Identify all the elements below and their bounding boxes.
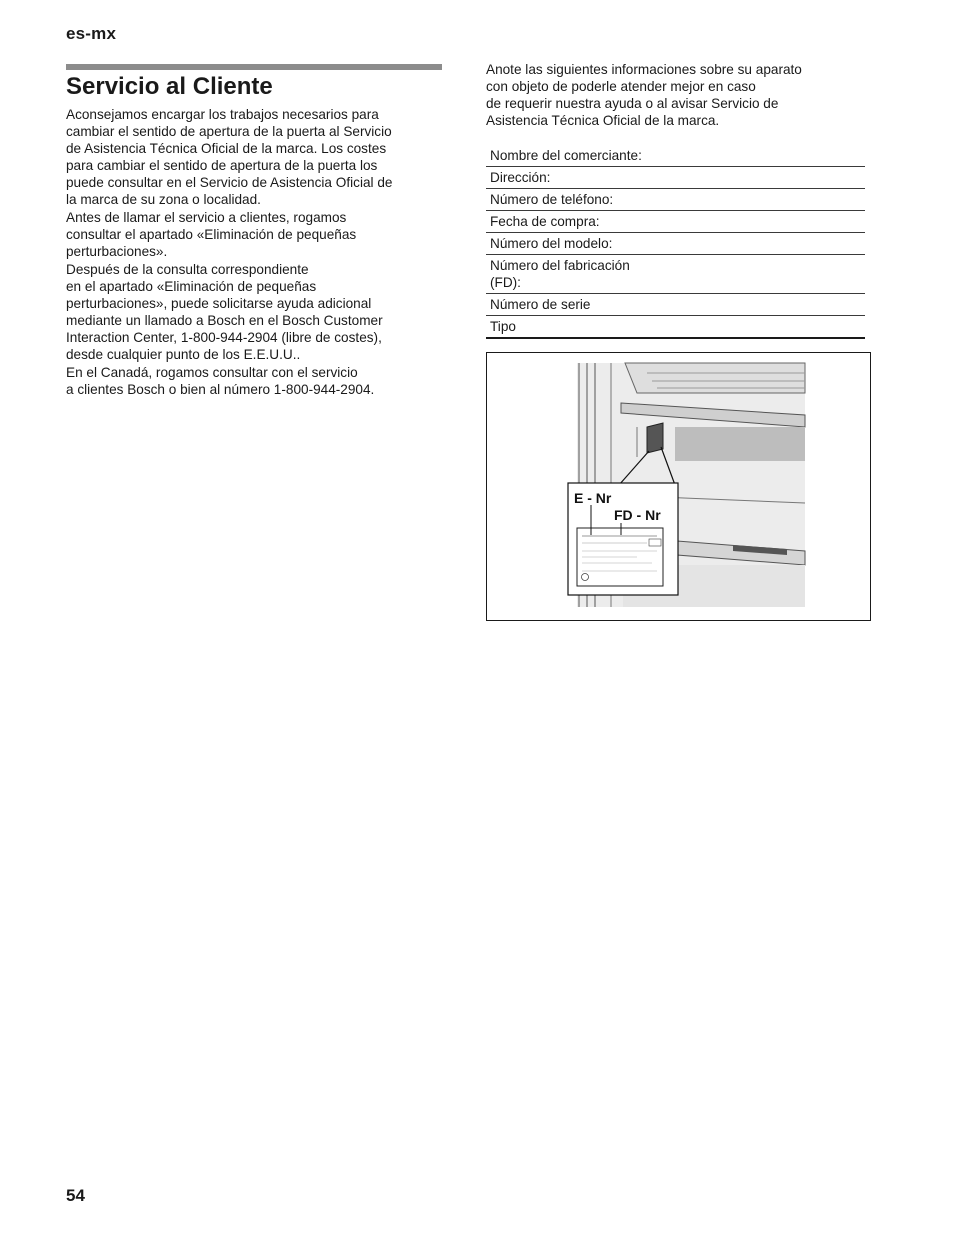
intro-text: Anote las siguientes informaciones sobre su aparato con objeto de poderle atender mejor en caso de requerir nuestra ayuda o al avisar Servicio de Asistencia Técnica Oficial de la marca. bbox=[486, 62, 802, 128]
table-row bbox=[486, 255, 865, 294]
rating-plate-figure bbox=[486, 352, 871, 621]
table-row bbox=[486, 233, 865, 255]
table-row bbox=[486, 211, 865, 233]
customer-info-table bbox=[486, 145, 865, 339]
page-number: 54 bbox=[66, 1186, 85, 1205]
field-label: Tipo bbox=[486, 316, 865, 339]
field-label: Dirección: bbox=[486, 167, 865, 189]
fridge-interior-illustration bbox=[487, 353, 872, 622]
field-label: Número del modelo: bbox=[486, 233, 865, 255]
table-row bbox=[486, 294, 865, 316]
fd-number-label: FD - Nr bbox=[614, 507, 661, 523]
paragraph: Antes de llamar el servicio a clientes, rogamos consultar el apartado «Eliminación de pequeñas perturbaciones». bbox=[66, 210, 357, 259]
paragraph: En el Canadá, rogamos consultar con el servicio a clientes Bosch o bien al número 1-800-944-2904. bbox=[66, 365, 375, 397]
section-title: Servicio al Cliente bbox=[66, 73, 273, 100]
table-row bbox=[486, 189, 865, 211]
field-label: Fecha de compra: bbox=[486, 211, 865, 233]
body-text bbox=[66, 106, 442, 399]
section-rule bbox=[66, 64, 442, 70]
field-label: Número de teléfono: bbox=[486, 189, 865, 211]
e-number-label: E - Nr bbox=[574, 490, 612, 506]
paragraph: Después de la consulta correspondiente en el apartado «Eliminación de pequeñas perturbaciones», puede solicitarse ayuda adicional mediante un llamado a Bosch en el Bosch Customer Interaction Center, 1-800-944-2904 (libre de costes), desde cualquier punto de los E.E.U.U.. bbox=[66, 262, 383, 362]
field-label: Número de serie bbox=[486, 294, 865, 316]
paragraph: Aconsejamos encargar los trabajos necesarios para cambiar el sentido de apertura de la puerta al Servicio de Asistencia Técnica Oficial de la marca. Los costes para cambiar el sentido de apertura de la puerta los puede consultar en el Servicio de Asistencia Oficial de la marca de su zona o localidad. bbox=[66, 107, 393, 207]
field-label: Nombre del comerciante: bbox=[486, 145, 865, 167]
table-row bbox=[486, 145, 865, 167]
field-label: Número del fabricación (FD): bbox=[486, 255, 865, 294]
language-code: es-mx bbox=[66, 24, 117, 43]
table-row bbox=[486, 167, 865, 189]
table-row bbox=[486, 316, 865, 339]
